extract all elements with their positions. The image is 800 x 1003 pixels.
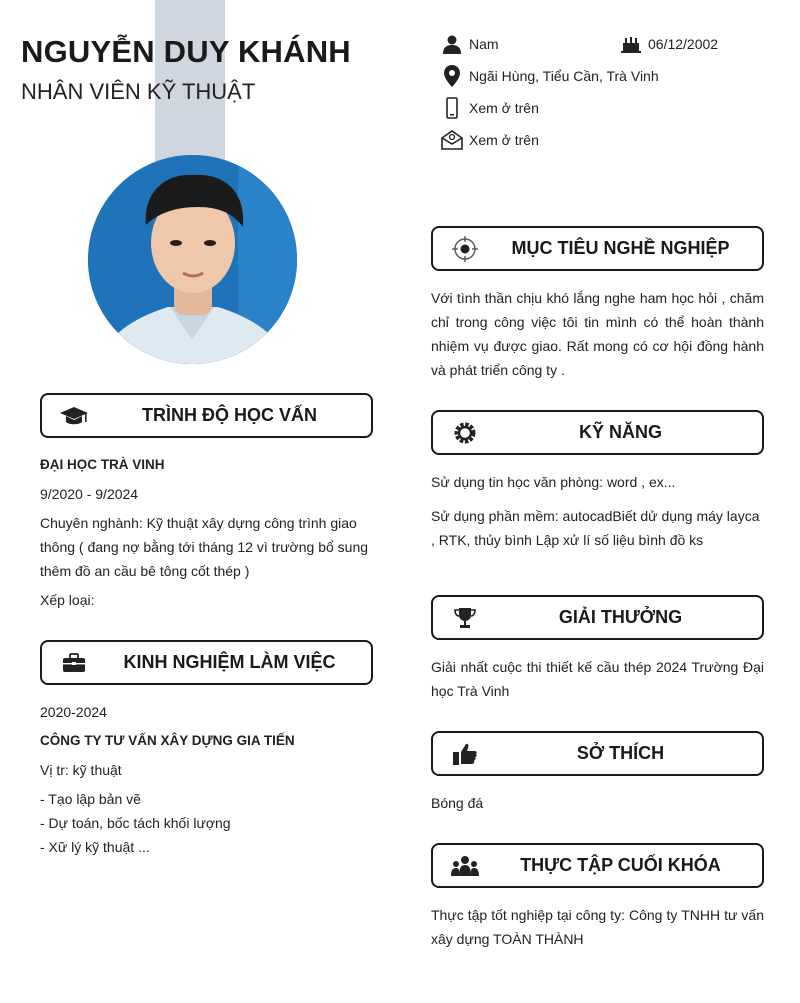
team-icon bbox=[449, 852, 481, 880]
awards-text: Giải nhất cuộc thi thiết kế cầu thép 2024 Trường Đại học Trà Vinh bbox=[431, 659, 764, 699]
objective-text: Với tình thần chịu khó lắng nghe ham học hỏi , chăm chỉ trong công việc tôi tin mình có thể hoàn thành nhiệm vụ được giao. Rất mong có cơ hội đồng hành và phát triển công ty . bbox=[431, 290, 764, 378]
map-pin-icon bbox=[441, 65, 463, 87]
education-rank: Xếp loại: bbox=[40, 592, 95, 608]
briefcase-icon bbox=[58, 649, 90, 677]
phone-icon bbox=[441, 97, 463, 119]
profile-photo bbox=[88, 155, 297, 364]
email-icon bbox=[441, 129, 463, 151]
birthday-value: 06/12/2002 bbox=[648, 36, 719, 52]
contact-email bbox=[441, 129, 539, 151]
experience-heading: KINH NGHIỆM LÀM VIỆC bbox=[123, 652, 336, 672]
portrait-illustration bbox=[88, 155, 297, 364]
experience-period: 2020-2024 bbox=[40, 704, 107, 720]
internship-heading: THỰC TẬP CUỐI KHÓA bbox=[520, 855, 721, 875]
skills-section-header bbox=[431, 410, 764, 455]
skill-item: Sử dụng phần mềm: autocadBiết dử dụng máy layca , RTK, thủy bình Lập xử lí số liệu bình đồ ks bbox=[431, 508, 760, 548]
internship-section-header bbox=[431, 843, 764, 888]
thumbs-up-icon bbox=[449, 740, 481, 768]
contact-phone bbox=[441, 97, 539, 119]
education-heading: TRÌNH ĐỘ HỌC VẤN bbox=[142, 405, 317, 425]
graduation-cap-icon bbox=[58, 402, 90, 430]
gender-value: Nam bbox=[469, 36, 499, 52]
birthday-cake-icon bbox=[620, 33, 642, 55]
experience-company: CÔNG TY TƯ VẤN XÂY DỰNG GIA TIẾN bbox=[40, 733, 295, 748]
education-school: ĐẠI HỌC TRÀ VINH bbox=[40, 457, 165, 472]
experience-position: Vị tr: kỹ thuật bbox=[40, 762, 122, 778]
contact-birthday bbox=[620, 33, 718, 55]
awards-section-header bbox=[431, 595, 764, 640]
address-value: Ngãi Hùng, Tiểu Cần, Trà Vinh bbox=[469, 68, 659, 84]
awards-heading: GIẢI THƯỞNG bbox=[558, 607, 683, 627]
contact-gender bbox=[441, 33, 499, 55]
candidate-title: NHÂN VIÊN KỸ THUẬT bbox=[21, 79, 256, 104]
internship-text: Thực tập tốt nghiệp tại công ty: Công ty TNHH tư vấn xây dựng TOÀN THÀNH bbox=[431, 907, 764, 947]
hobbies-heading: SỞ THÍCH bbox=[576, 743, 665, 763]
trophy-icon bbox=[449, 604, 481, 632]
education-major: Chuyên nghành: Kỹ thuật xây dựng công trình giao thông ( đang nợ bằng tới tháng 12 vì trường bổ sung thêm đồ an cầu bê tông cốt thép ) bbox=[40, 515, 369, 579]
experience-task: - Dự toán, bốc tách khối lượng bbox=[40, 815, 231, 831]
objective-heading: MỤC TIÊU NGHỀ NGHIỆP bbox=[511, 238, 730, 258]
phone-value: Xem ở trên bbox=[469, 100, 539, 116]
hobbies-section-header bbox=[431, 731, 764, 776]
experience-task: - Tạo lập bản vẽ bbox=[40, 791, 141, 807]
skills-heading: KỸ NĂNG bbox=[578, 422, 662, 442]
candidate-name: NGUYỄN DUY KHÁNH bbox=[21, 34, 351, 69]
experience-task: - Xữ lý kỹ thuật ... bbox=[40, 839, 150, 855]
education-section-header bbox=[40, 393, 373, 438]
skill-item: Sử dụng tin học văn phòng: word , ex... bbox=[431, 474, 676, 490]
person-icon bbox=[441, 33, 463, 55]
gear-icon bbox=[449, 419, 481, 447]
hobbies-text: Bóng đá bbox=[431, 795, 484, 811]
experience-section-header bbox=[40, 640, 373, 685]
email-value: Xem ở trên bbox=[469, 132, 539, 148]
objective-section-header bbox=[431, 226, 764, 271]
target-icon bbox=[449, 235, 481, 263]
education-period: 9/2020 - 9/2024 bbox=[40, 486, 139, 502]
contact-address bbox=[441, 65, 659, 87]
